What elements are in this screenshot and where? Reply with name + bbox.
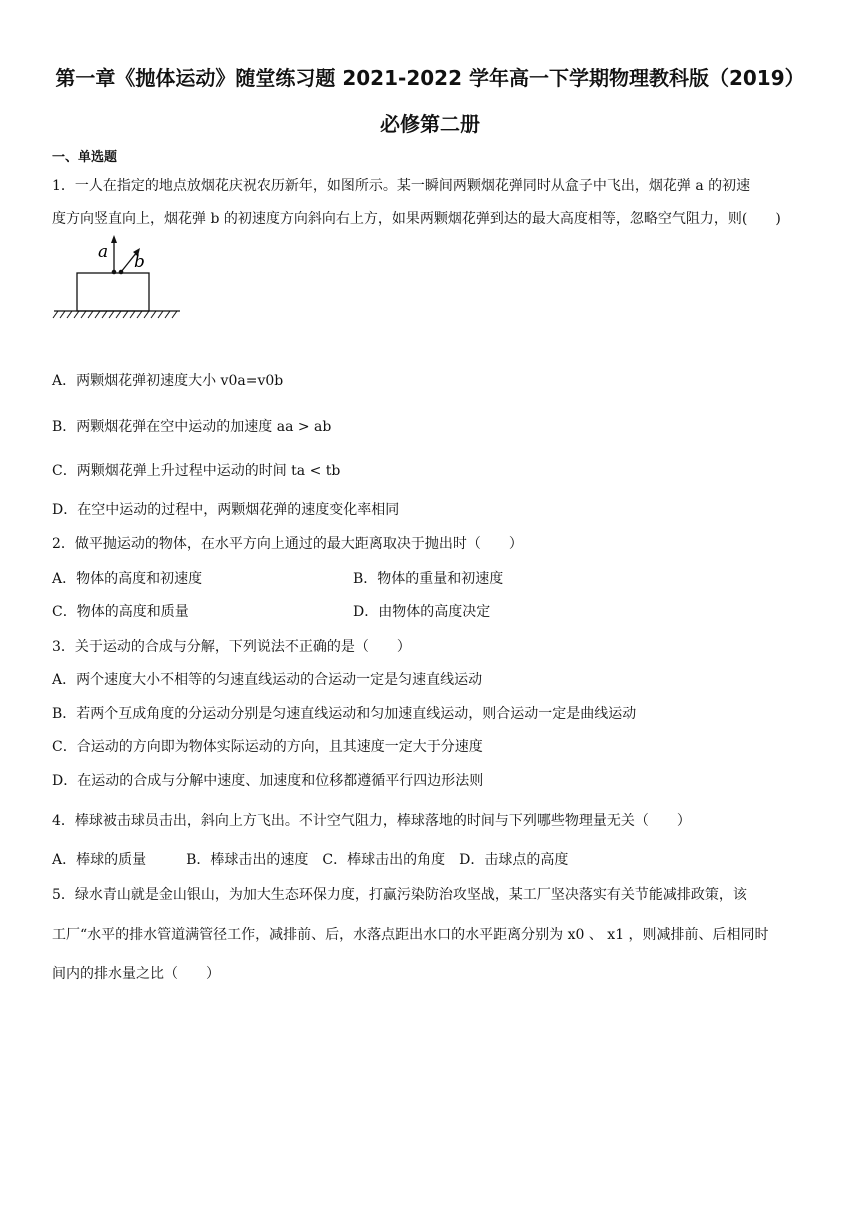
section-heading: 一、单选题 (52, 150, 118, 165)
question-1-option-b[interactable]: B．两颗烟花弹在空中运动的加速度 aa > ab (52, 419, 332, 435)
question-2-option-a[interactable]: A．物体的高度和初速度 (52, 571, 203, 587)
question-3-option-c[interactable]: C．合运动的方向即为物体实际运动的方向，且其速度一定大于分速度 (52, 739, 483, 755)
label-a: a (98, 242, 109, 262)
question-1-stem-line1: 1．一人在指定的地点放烟花庆祝农历新年，如图所示。某一瞬间两颗烟花弹同时从盒子中飞出，烟花弹 a 的初速 (52, 178, 751, 194)
question-4-option-a[interactable]: A．棒球的质量 (52, 852, 147, 868)
question-1-option-d[interactable]: D．在空中运动的过程中，两颗烟花弹的速度变化率相同 (52, 502, 400, 518)
page-title: 第一章《抛体运动》随堂练习题 2021-2022 学年高一下学期物理教科版（2019） (55, 66, 805, 90)
question-5-stem-line1: 5．绿水青山就是金山银山，为加大生态环保力度，打赢污染防治攻坚战，某工厂坚决落实有关节能减排政策，该 (52, 887, 747, 903)
question-4-option-b[interactable]: B．棒球击出的速度 (186, 852, 309, 868)
question-5-stem-line2: 工厂“水平的排水管道满管径工作，减排前、后，水落点距出水口的水平距离分别为 x0 、 x1 ，则减排前、后相同时 (52, 927, 769, 943)
firework-box (77, 273, 149, 311)
question-2-stem: 2．做平抛运动的物体，在水平方向上通过的最大距离取决于抛出时（ ） (52, 536, 523, 552)
question-3-option-a[interactable]: A．两个速度大小不相等的匀速直线运动的合运动一定是匀速直线运动 (52, 672, 483, 688)
question-2-option-b[interactable]: B．物体的重量和初速度 (353, 571, 504, 587)
question-3-stem: 3．关于运动的合成与分解，下列说法不正确的是（ ） (52, 639, 411, 655)
question-1-stem-line2: 度方向竖直向上，烟花弹 b 的初速度方向斜向右上方，如果两颗烟花弹到达的最大高度相等，忽略空气阻力，则( ) (52, 211, 781, 227)
page-subtitle: 必修第二册 (380, 112, 480, 136)
question-4-option-d[interactable]: D．击球点的高度 (459, 852, 569, 868)
question-4-stem: 4．棒球被击球员击出，斜向上方飞出。不计空气阻力，棒球落地的时间与下列哪些物理量无关（ ） (52, 813, 691, 829)
question-2-option-d[interactable]: D．由物体的高度决定 (353, 604, 491, 620)
question-3-option-d[interactable]: D．在运动的合成与分解中速度、加速度和位移都遵循平行四边形法则 (52, 773, 484, 789)
question-4-option-c[interactable]: C．棒球击出的角度 (322, 852, 446, 868)
question-2-option-c[interactable]: C．物体的高度和质量 (52, 604, 189, 620)
question-4-options (52, 849, 592, 869)
label-b: b (134, 252, 145, 272)
question-5-stem-line3: 间内的排水量之比（ ） (52, 966, 220, 982)
question-1-option-a[interactable]: A．两颗烟花弹初速度大小 v0a=v0b (52, 373, 284, 389)
question-3-option-b[interactable]: B．若两个互成角度的分运动分别是匀速直线运动和匀加速直线运动，则合运动一定是曲线运动 (52, 706, 637, 722)
fireworks-figure (52, 232, 184, 322)
question-1-option-c[interactable]: C．两颗烟花弹上升过程中运动的时间 ta < tb (52, 463, 341, 479)
